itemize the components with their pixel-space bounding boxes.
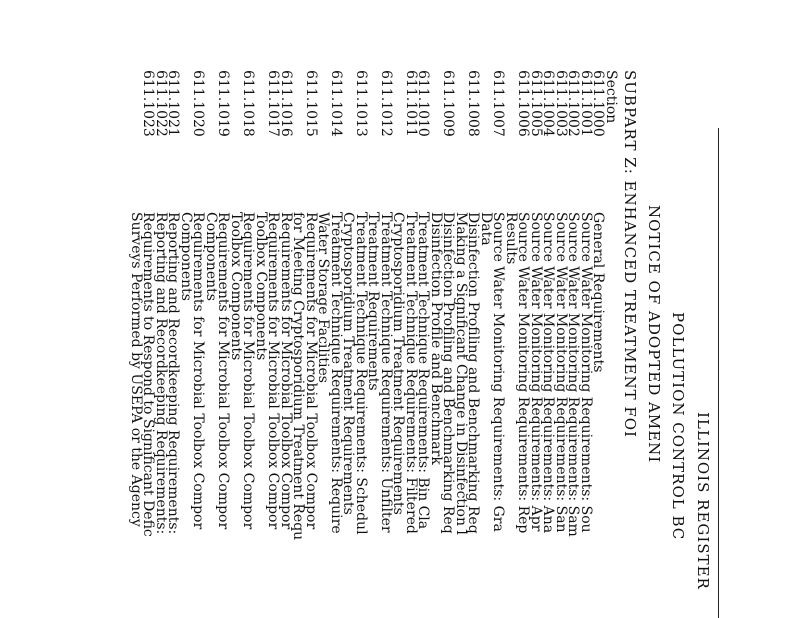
section-column-label: Section — [603, 70, 619, 124]
section-title: Treatment Technique Requirements: Schedul — [353, 212, 369, 535]
section-title: for Meeting Cryptosporidium Treatment Requ — [290, 212, 307, 541]
section-number: 611.1017 — [265, 70, 282, 137]
section-title: Source Water Monitoring Requirements: Rep — [515, 212, 532, 534]
section-title: Requirements for Microbial Toolbox Compor — [215, 212, 232, 530]
section-title-column — [130, 212, 618, 540]
section-title: Treatment Technique Requirements: Require — [328, 212, 344, 534]
section-title: Toolbox Components — [228, 212, 244, 361]
section-title: Components — [178, 212, 194, 301]
section-number: 611.1016 — [278, 70, 294, 137]
section-number: 611.1010 — [415, 70, 432, 137]
section-number: 611.1007 — [490, 70, 507, 137]
section-title: Source Water Monitoring Requirements: Sam — [565, 212, 582, 537]
section-title: Reporting and Recordkeeping Requirements: — [153, 212, 169, 535]
section-number: 611.1008 — [465, 70, 482, 137]
header-rule — [718, 128, 719, 618]
section-title: Source Water Monitoring Requirements: Gra — [490, 212, 507, 532]
section-title: Treatment Technique Requirements: Filtered — [403, 212, 419, 534]
section-title: Data — [478, 212, 494, 246]
section-number: 611.1020 — [190, 70, 207, 137]
section-number: 611.1009 — [440, 70, 457, 137]
section-title: Water Storage Facilities — [315, 212, 332, 383]
section-number: 611.1002 — [565, 70, 582, 137]
section-title: Treatment Technique Requirements: Bin Cla — [415, 212, 432, 530]
section-title: Source Water Monitoring Requirements: Apr — [528, 212, 544, 532]
section-title: Treatment Requirements — [365, 212, 382, 391]
section-title: Disinfection Profiling and Benchmarking Req — [465, 212, 482, 534]
section-title: Reporting and Recordkeeping Requirements: — [165, 212, 182, 535]
section-title: Making a Significant Change in Disinfection l — [453, 212, 469, 535]
section-title: Requirements for Microbial Toolbox Compor — [240, 212, 257, 530]
section-title: Toolbox Components — [253, 212, 269, 361]
section-title: Disinfection Profiling and Benchmarking Req — [440, 212, 457, 534]
section-title: Treatment Technique Requirements: Unfilter — [378, 212, 394, 533]
section-number: 611.1013 — [353, 70, 369, 137]
section-title: Cryptosporidium Treatment Requirements — [390, 212, 407, 515]
section-title: Cryptosporidium Treatment Requirements — [340, 212, 357, 515]
section-title: Requirements for Microbial Toolbox Compor — [265, 212, 282, 530]
section-number: 611.1014 — [328, 70, 344, 137]
section-number: 611.1023 — [140, 70, 157, 137]
section-title: Source Water Monitoring Requirements: Ana — [540, 212, 557, 534]
section-number: 611.1021 — [165, 70, 182, 137]
register-title: ILLINOIS REGISTER — [694, 412, 712, 590]
section-number: 611.1022 — [153, 70, 169, 137]
section-number: 611.1018 — [240, 70, 257, 137]
subpart-title: SUBPART Z: ENHANCED TREATMENT FOI — [621, 70, 639, 438]
section-number: 611.1011 — [403, 70, 419, 137]
section-number: 611.1019 — [215, 70, 232, 137]
section-title: Disinfection Profile and Benchmark — [428, 212, 444, 465]
section-title: Components — [203, 212, 219, 301]
board-title: POLLUTION CONTROL BC — [669, 312, 687, 541]
section-title: General Requirements — [590, 212, 607, 373]
section-column-spacer — [605, 212, 618, 540]
section-title: Source Water Monitoring Requirements: Sou — [578, 212, 594, 533]
section-title: Requirements to Respond to Significant Defic — [140, 212, 157, 537]
section-number: 611.1005 — [528, 70, 544, 137]
section-number: 611.1012 — [378, 70, 394, 137]
section-number: 611.1006 — [515, 70, 532, 137]
section-number: 611.1000 — [590, 70, 607, 137]
section-title: Requirements for Microbial Toolbox Compor — [278, 212, 294, 530]
section-title: Requirements for Microbial Toolbox Compor — [303, 212, 319, 530]
section-number: 611.1004 — [540, 70, 557, 137]
section-number: 611.1015 — [303, 70, 319, 137]
section-number: 611.1001 — [578, 70, 594, 137]
notice-title: NOTICE OF ADOPTED AMENI — [645, 205, 663, 464]
section-number-column — [130, 70, 618, 137]
section-title: Requirements for Microbial Toolbox Compor — [190, 212, 207, 530]
section-number: 611.1003 — [553, 70, 569, 137]
section-title: Surveys Performed by USEPA or the Agency — [128, 212, 144, 527]
section-title: Results — [503, 212, 519, 265]
section-title: Source Water Monitoring Requirements: San — [553, 212, 569, 533]
